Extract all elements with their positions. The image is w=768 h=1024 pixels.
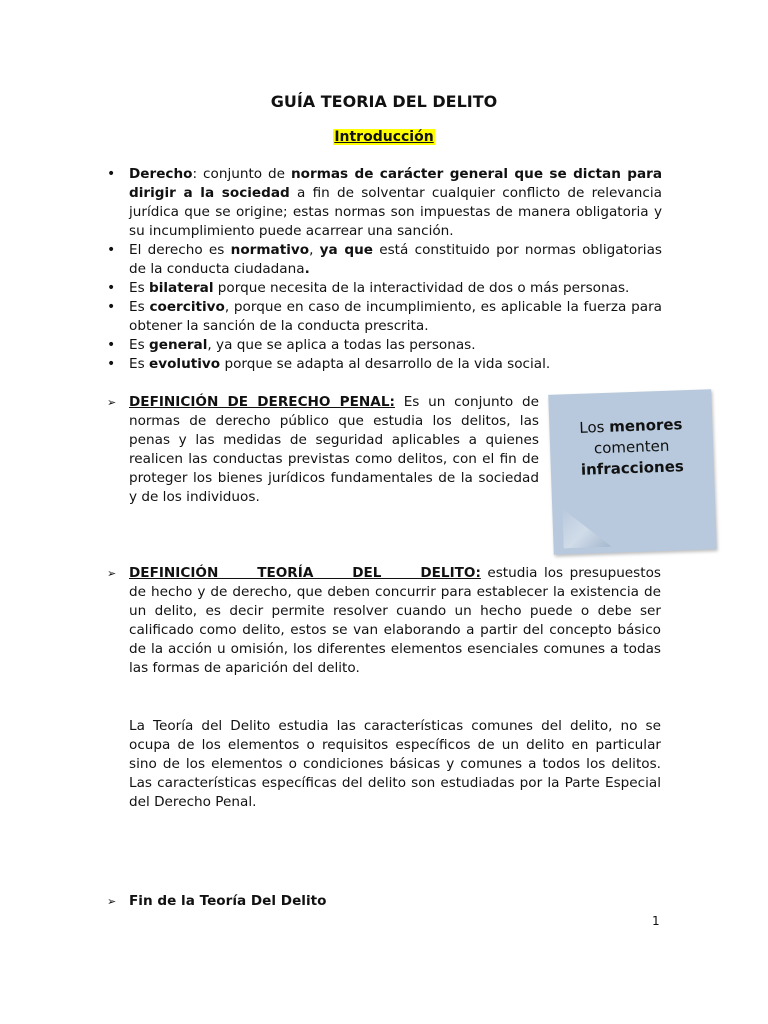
paragraph-text: La Teoría del Delito estudia las características comunes del delito, no se ocupa de los elementos o requisitos específicos de un delito en particular sino de los elementos o condiciones básicas y comunes a todos los delitos. Las características específicas del delito son estudiadas por la Parte Especial del Derecho Penal. <box>129 718 661 810</box>
definition-text: Es un conjunto de normas de derecho público que estudia los delitos, las penas y las medidas de seguridad aplicables a quienes realicen las conductas previstas como delitos, con el fin de proteger los bienes jurídicos fundamentales de la sociedad y de los individuos. <box>129 394 539 505</box>
characteristics-list <box>107 165 662 374</box>
bold-term: Derecho <box>129 166 193 182</box>
bullet-icon: • <box>107 337 116 353</box>
bullet-icon: • <box>107 280 116 296</box>
bold-term: bilateral <box>149 280 214 296</box>
item-text: Es <box>129 337 149 353</box>
list-item <box>107 355 662 374</box>
page-curl-icon <box>562 507 611 549</box>
document-title: GUÍA TEORIA DEL DELITO <box>270 92 498 111</box>
definition-text: estudia los presupuestos de hecho y de derecho, que deben concurrir para establecer la existencia de un delito, es decir permite resolver cuando un hecho puede o debe ser calificado como delito, estos se van elaborando a partir del concepto básico de la acción u omisión, los diferentes elementos esenciales comunes a todas las formas de aparición del delito. <box>129 565 661 676</box>
note-text: comenten <box>593 436 670 458</box>
item-text: , ya que se aplica a todas las personas. <box>207 337 476 353</box>
item-text: El derecho es <box>129 242 231 258</box>
definition-body <box>129 564 661 678</box>
arrow-bullet-icon: ➢ <box>107 396 117 409</box>
section-subtitle <box>0 128 768 146</box>
arrow-bullet-icon: ➢ <box>107 567 117 580</box>
item-text: Es <box>129 280 149 296</box>
item-text: porque necesita de la interactividad de dos o más personas. <box>213 280 630 296</box>
item-text: a fin de solventar cualquier conflicto de relevancia jurídica que se origine; estas normas son impuestas de manera obligatoria y su incumplimiento puede acarrear una sanción. <box>129 185 662 239</box>
bold-term: . <box>304 261 310 277</box>
list-item <box>107 279 662 298</box>
bold-term: normas de carácter general que se dictan para dirigir a la sociedad <box>129 166 662 201</box>
item-text: porque se adapta al desarrollo de la vida social. <box>220 356 551 372</box>
bullet-icon: • <box>107 166 116 182</box>
item-text: : conjunto de <box>192 166 291 182</box>
final-heading-body <box>129 892 661 911</box>
definition-teoria-delito <box>107 564 661 678</box>
definition-derecho-penal <box>107 393 539 507</box>
definition-heading: DEFINICIÓN TEORÍA DEL DELITO: <box>129 565 481 581</box>
bold-term: evolutivo <box>149 356 221 372</box>
definition-heading: DEFINICIÓN DE DERECHO PENAL: <box>129 394 395 410</box>
item-text: , porque en caso de incumplimiento, es aplicable la fuerza para obtener la sanción de la conducta prescrita. <box>129 299 662 334</box>
bold-term: ya que <box>319 242 373 258</box>
item-text: , <box>309 242 320 258</box>
list-item <box>107 336 662 355</box>
final-heading: Fin de la Teoría Del Delito <box>129 893 327 909</box>
list-item <box>107 165 662 241</box>
bold-term: normativo <box>230 242 310 258</box>
arrow-bullet-icon: ➢ <box>107 895 117 908</box>
note-bold: menores <box>608 415 683 436</box>
highlighted-subtitle: Introducción <box>334 129 434 145</box>
bullet-icon: • <box>107 299 116 315</box>
item-text: está constituido por normas obligatorias de la conducta ciudadana <box>129 242 662 277</box>
bullet-icon: • <box>107 356 116 372</box>
page-number: 1 <box>652 914 660 928</box>
item-text: Es <box>129 356 149 372</box>
item-text: Es <box>129 299 150 315</box>
note-text: Los <box>579 417 610 437</box>
bullet-icon: • <box>107 242 116 258</box>
bold-term: coercitivo <box>149 299 225 315</box>
sticky-note-text <box>549 413 714 482</box>
note-bold: infracciones <box>580 457 685 479</box>
final-heading-item <box>107 892 661 911</box>
paragraph-block <box>107 717 661 812</box>
sticky-note <box>548 389 716 555</box>
bold-term: general <box>149 337 208 353</box>
definition-body <box>129 393 539 507</box>
list-item <box>107 241 662 279</box>
list-item <box>107 298 662 336</box>
